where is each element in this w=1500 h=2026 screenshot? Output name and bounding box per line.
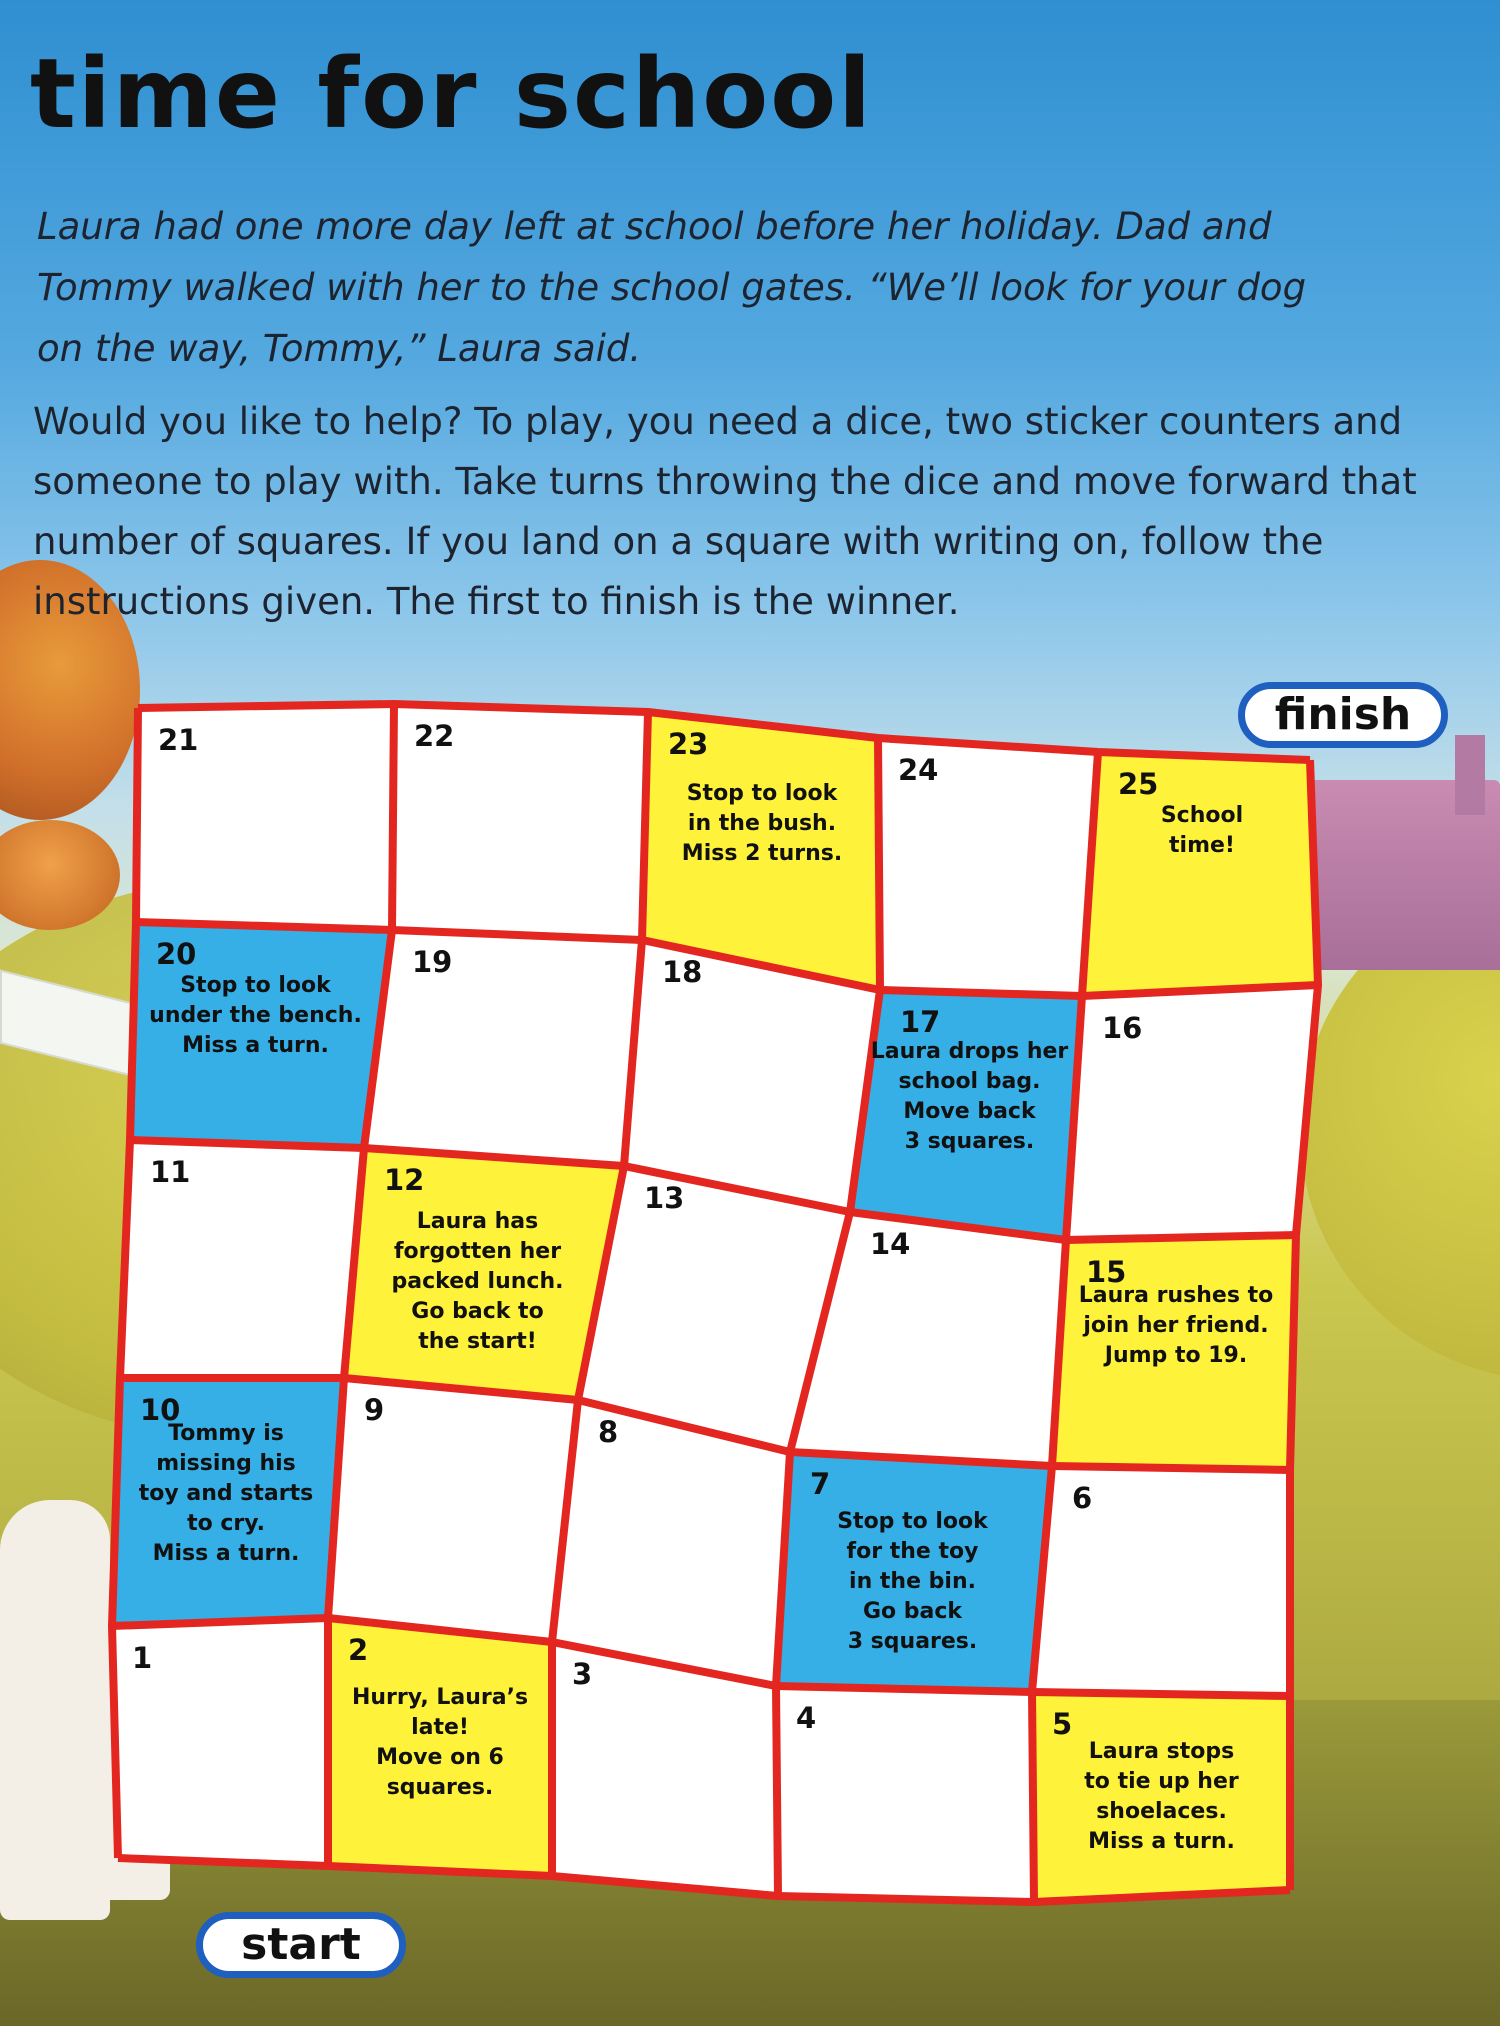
square-instruction-line: in the bush. bbox=[687, 811, 837, 836]
square-number-17: 17 bbox=[900, 1005, 941, 1039]
square-instruction-line: Stop to look bbox=[837, 1509, 988, 1534]
square-instruction-line: Laura has bbox=[416, 1209, 539, 1234]
square-instruction-line: squares. bbox=[386, 1775, 494, 1800]
square-instruction-line: Stop to look bbox=[686, 781, 838, 806]
square-instruction-line: 3 squares. bbox=[904, 1129, 1035, 1154]
square-instruction-line: forgotten her bbox=[393, 1239, 562, 1264]
square-number-1: 1 bbox=[132, 1641, 153, 1675]
square-instruction-line: Jump to 19. bbox=[1104, 1343, 1248, 1368]
square-instruction-line: shoelaces. bbox=[1096, 1799, 1227, 1824]
square-number-12: 12 bbox=[384, 1163, 425, 1197]
square-instruction-line: Miss a turn. bbox=[152, 1541, 300, 1566]
square-number-10: 10 bbox=[140, 1393, 181, 1427]
square-instruction-line: school bag. bbox=[898, 1069, 1041, 1094]
game-instructions: Would you like to help? To play, you need a dice, two sticker counters and someone to play with. Take turns throwing the dice and move forward that number of squares. If you land on a square with writing on, follow the instructions given. The first to finish is the winner. bbox=[33, 400, 1417, 623]
square-number-14: 14 bbox=[870, 1227, 911, 1261]
square-number-13: 13 bbox=[644, 1181, 685, 1215]
square-number-9: 9 bbox=[364, 1393, 385, 1427]
square-instruction-line: late! bbox=[411, 1715, 469, 1740]
square-instruction-7 bbox=[837, 1509, 989, 1654]
square-number-25: 25 bbox=[1118, 767, 1159, 801]
square-instruction-line: to tie up her bbox=[1084, 1769, 1239, 1794]
square-number-18: 18 bbox=[662, 955, 703, 989]
square-instruction-line: Stop to look bbox=[180, 973, 331, 998]
square-number-7: 7 bbox=[810, 1467, 831, 1501]
square-number-8: 8 bbox=[598, 1415, 619, 1449]
square-instruction-line: join her friend. bbox=[1083, 1313, 1269, 1338]
story-text: Laura had one more day left at school before her holiday. Dad and Tommy walked with her to the school gates. “We’ll look for your dog on the way, Tommy,” Laura said. bbox=[37, 205, 1307, 370]
square-instruction-line: Laura stops bbox=[1088, 1739, 1235, 1764]
finish-label: finish bbox=[1238, 682, 1448, 748]
square-instruction-line: under the bench. bbox=[149, 1003, 362, 1028]
square-number-24: 24 bbox=[898, 753, 939, 787]
square-number-16: 16 bbox=[1102, 1011, 1143, 1045]
square-instruction-line: Tommy is bbox=[168, 1421, 284, 1446]
square-number-21: 21 bbox=[158, 723, 199, 757]
square-instruction-line: 3 squares. bbox=[847, 1629, 978, 1654]
square-instruction-line: in the bin. bbox=[849, 1569, 976, 1594]
square-instruction-line: Move back bbox=[903, 1099, 1036, 1124]
square-instruction-line: Miss a turn. bbox=[1088, 1829, 1235, 1854]
square-instruction-line: Miss 2 turns. bbox=[681, 841, 843, 866]
square-number-3: 3 bbox=[572, 1657, 593, 1691]
square-instruction-line: to cry. bbox=[187, 1511, 265, 1536]
board-square-6 bbox=[1032, 1466, 1290, 1696]
board-square-19 bbox=[364, 930, 642, 1166]
square-instruction-line: Go back to bbox=[411, 1299, 544, 1324]
square-number-6: 6 bbox=[1072, 1481, 1093, 1515]
square-instruction-line: the start! bbox=[418, 1329, 537, 1354]
square-number-19: 19 bbox=[412, 945, 453, 979]
square-number-5: 5 bbox=[1052, 1707, 1073, 1741]
square-instruction-line: Move on 6 bbox=[376, 1745, 504, 1770]
square-instruction-line: toy and starts bbox=[138, 1481, 314, 1506]
page-title: time for school bbox=[30, 38, 874, 150]
square-number-4: 4 bbox=[796, 1701, 817, 1735]
square-number-20: 20 bbox=[156, 937, 197, 971]
square-instruction-line: packed lunch. bbox=[391, 1269, 564, 1294]
square-instruction-line: for the toy bbox=[846, 1539, 979, 1564]
square-instruction-line: Laura drops her bbox=[870, 1039, 1069, 1064]
square-instruction-15 bbox=[1079, 1283, 1273, 1368]
square-number-23: 23 bbox=[668, 727, 709, 761]
square-number-22: 22 bbox=[414, 719, 455, 753]
square-number-15: 15 bbox=[1086, 1255, 1127, 1289]
square-instruction-line: Miss a turn. bbox=[182, 1033, 329, 1058]
square-instruction-line: Laura rushes to bbox=[1078, 1283, 1274, 1308]
square-instruction-23 bbox=[682, 781, 842, 866]
square-number-11: 11 bbox=[150, 1155, 191, 1189]
square-instruction-line: time! bbox=[1169, 833, 1235, 858]
square-instruction-line: Hurry, Laura’s bbox=[351, 1685, 529, 1710]
square-number-2: 2 bbox=[348, 1633, 369, 1667]
square-instruction-line: School bbox=[1160, 803, 1244, 828]
square-instruction-line: Go back bbox=[862, 1599, 963, 1624]
square-instruction-line: missing his bbox=[156, 1451, 296, 1476]
start-label: start bbox=[196, 1912, 406, 1978]
